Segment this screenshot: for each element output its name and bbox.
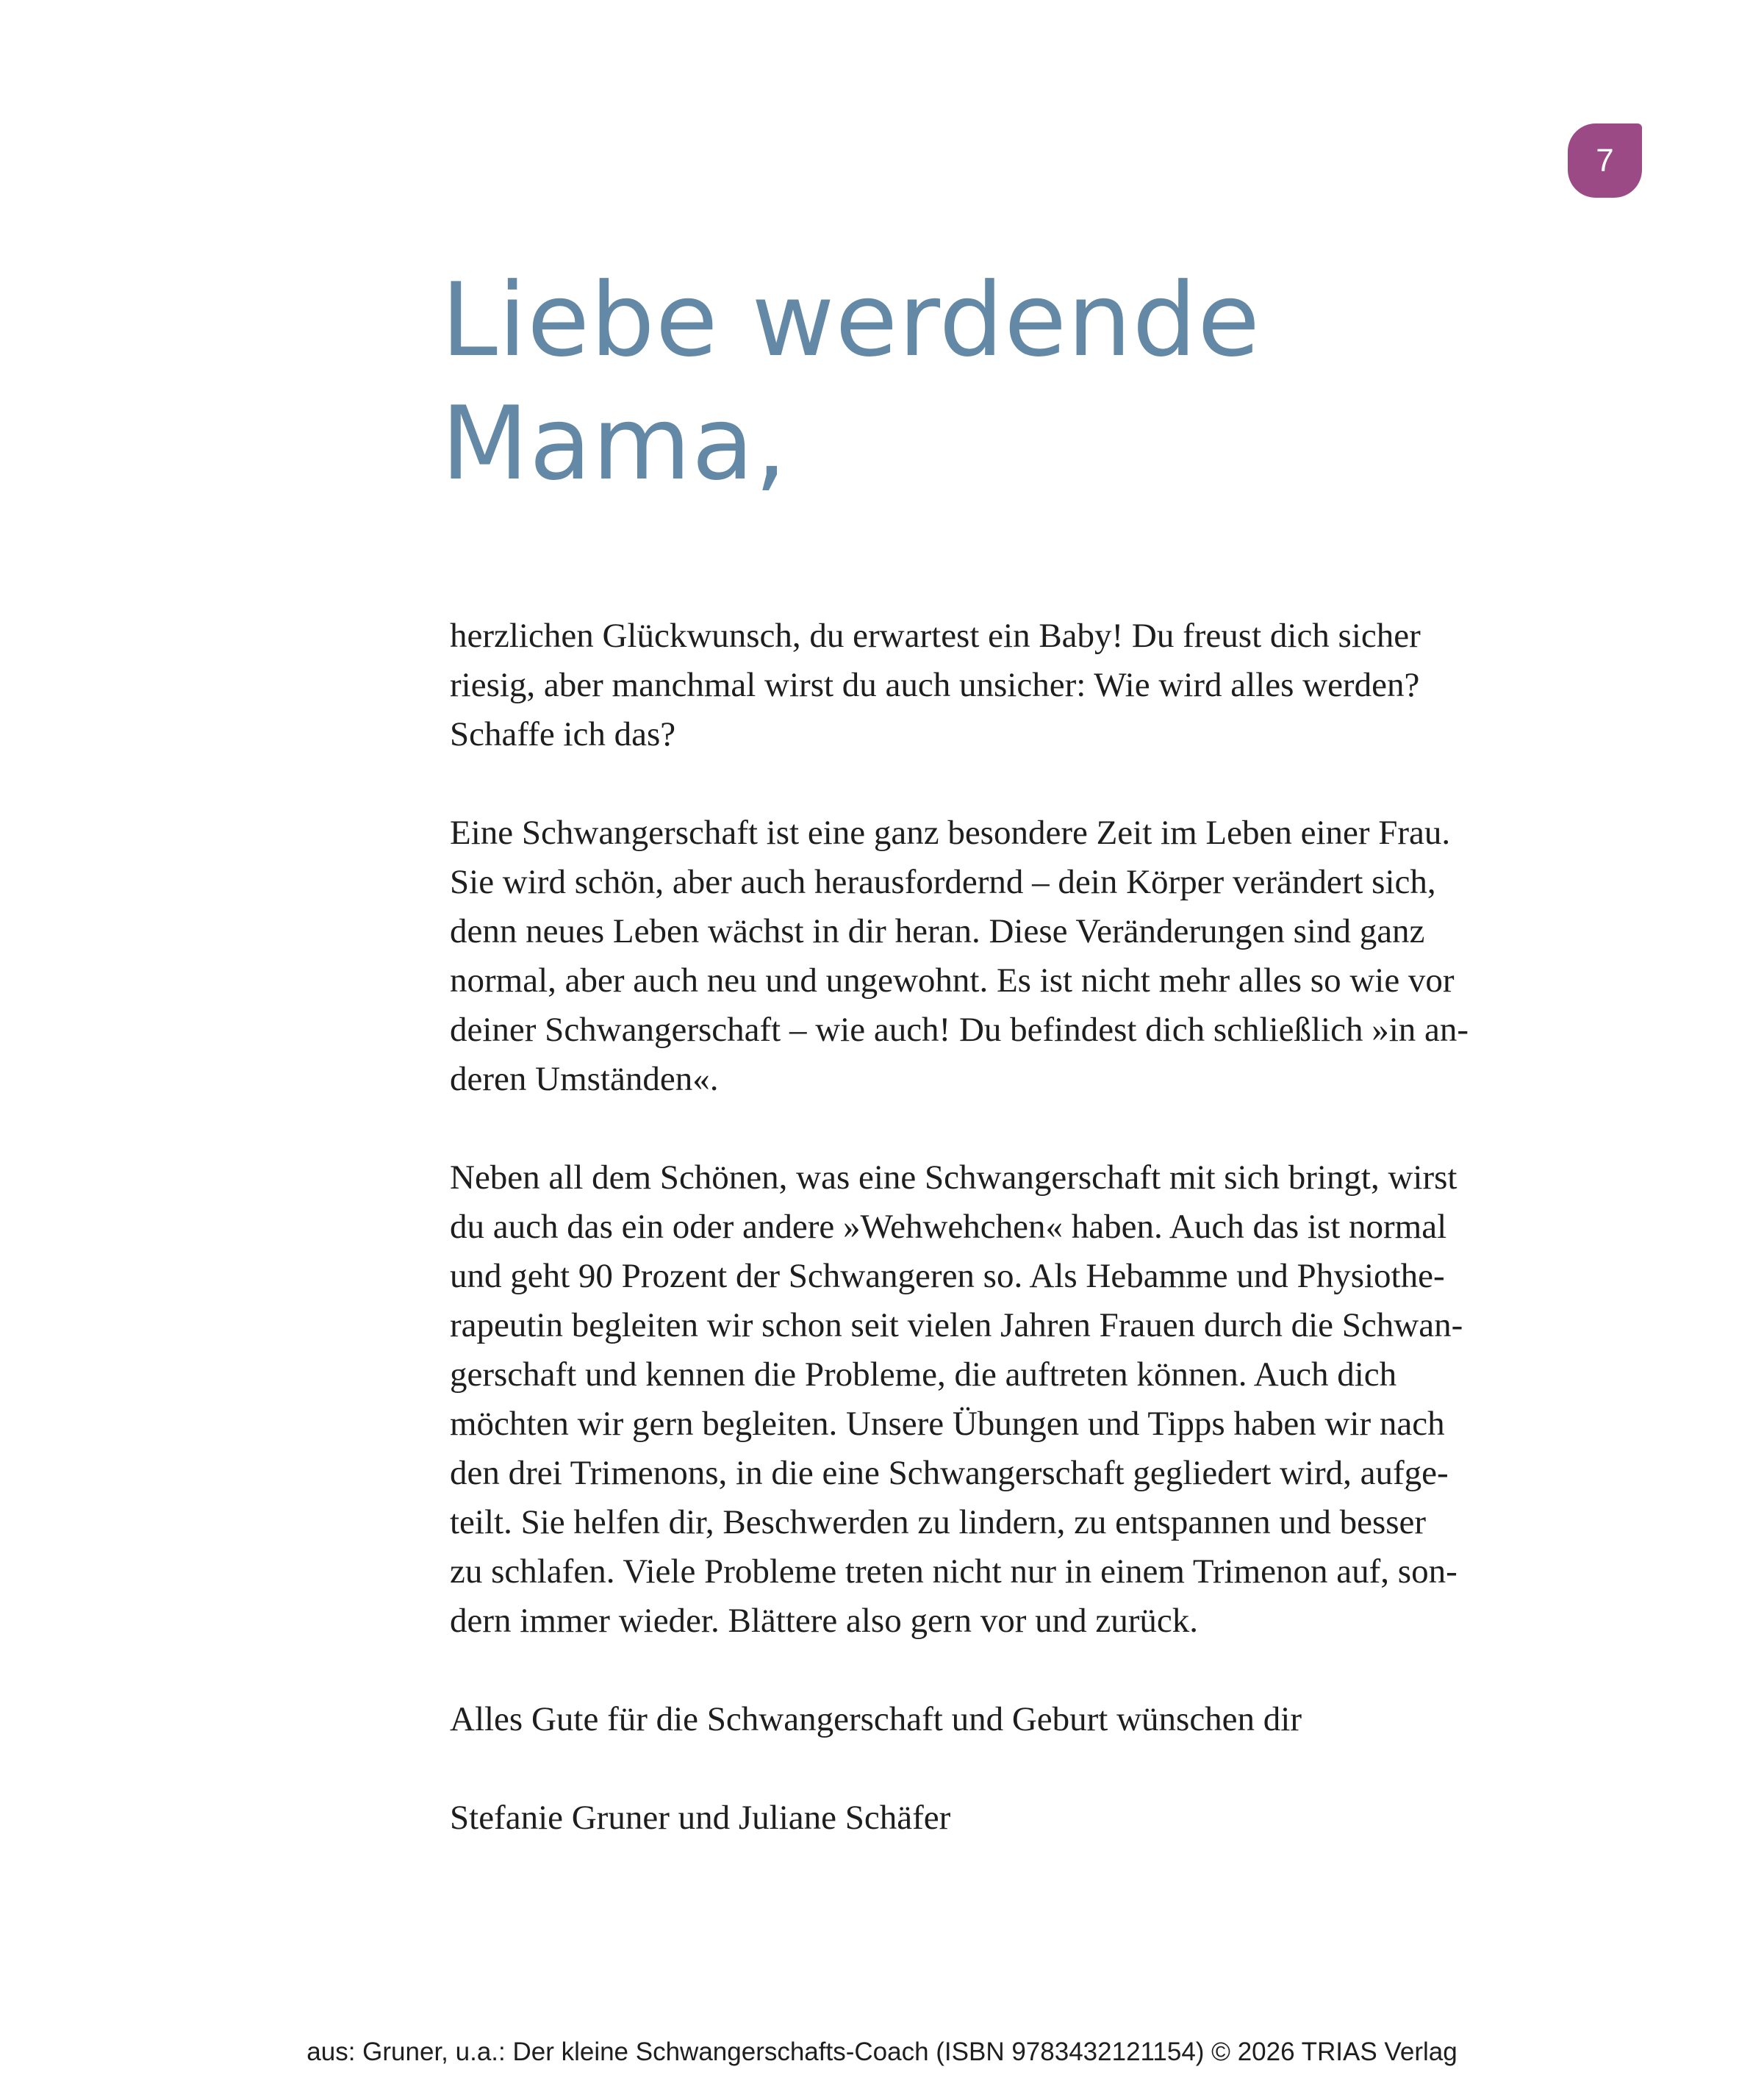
text-line: dern immer wieder. Blättere also gern vor und zurück.	[450, 1602, 1198, 1640]
page-title-line-2: Mama,	[441, 384, 788, 503]
text-line: und geht 90 Prozent der Schwangeren so. Als Hebamme und Physiothe-	[450, 1257, 1445, 1295]
text-line: du auch das ein oder andere »Wehwehchen« haben. Auch das ist normal	[450, 1208, 1447, 1246]
paragraph-pregnancy	[450, 809, 1567, 1104]
text-line: Schaffe ich das?	[450, 715, 676, 753]
text-line: den drei Trimenons, in die eine Schwangerschaft gegliedert wird, aufge-	[450, 1454, 1449, 1492]
text-line: Alles Gute für die Schwangerschaft und Geburt wünschen dir	[450, 1700, 1302, 1738]
paragraph-signature	[450, 1793, 1567, 1843]
paragraph-greeting	[450, 612, 1567, 759]
source-footer: aus: Gruner, u.a.: Der kleine Schwangerschafts-Coach (ISBN 9783432121154) © 2026 TRIAS Verlag	[306, 2038, 1458, 2066]
letter-body	[450, 612, 1567, 1892]
text-line: rapeutin begleiten wir schon seit vielen Jahren Frauen durch die Schwan-	[450, 1306, 1463, 1344]
text-line: gerschaft und kennen die Probleme, die auftreten können. Auch dich	[450, 1355, 1397, 1394]
text-line: herzlichen Glückwunsch, du erwartest ein Baby! Du freust dich sicher	[450, 617, 1421, 655]
text-line: zu schlafen. Viele Probleme treten nicht nur in einem Trimenon auf, son-	[450, 1552, 1458, 1591]
text-line: normal, aber auch neu und ungewohnt. Es ist nicht mehr alles so wie vor	[450, 961, 1455, 1000]
text-line: deren Umständen«.	[450, 1060, 719, 1098]
text-line: teilt. Sie helfen dir, Beschwerden zu lindern, zu entspannen und besser	[450, 1503, 1427, 1541]
paragraph-closing	[450, 1695, 1567, 1744]
text-line: Sie wird schön, aber auch herausfordernd – dein Körper verändert sich,	[450, 863, 1436, 901]
text-line: möchten wir gern begleiten. Unsere Übungen und Tipps haben wir nach	[450, 1405, 1445, 1443]
text-line: Neben all dem Schönen, was eine Schwangerschaft mit sich bringt, wirst	[450, 1158, 1458, 1197]
text-line: riesig, aber manchmal wirst du auch unsicher: Wie wird alles werden?	[450, 666, 1420, 704]
authors-signature: Stefanie Gruner und Juliane Schäfer	[450, 1799, 951, 1837]
paragraph-ailments	[450, 1153, 1567, 1646]
text-line: deiner Schwangerschaft – wie auch! Du befindest dich schließlich »in an-	[450, 1011, 1469, 1049]
page-title	[441, 259, 1544, 506]
page-number-badge: 7	[1568, 123, 1642, 198]
text-line: denn neues Leben wächst in dir heran. Diese Veränderungen sind ganz	[450, 912, 1425, 950]
page-title-line-1: Liebe werdende	[441, 261, 1261, 379]
text-line: Eine Schwangerschaft ist eine ganz besondere Zeit im Leben einer Frau.	[450, 814, 1451, 852]
